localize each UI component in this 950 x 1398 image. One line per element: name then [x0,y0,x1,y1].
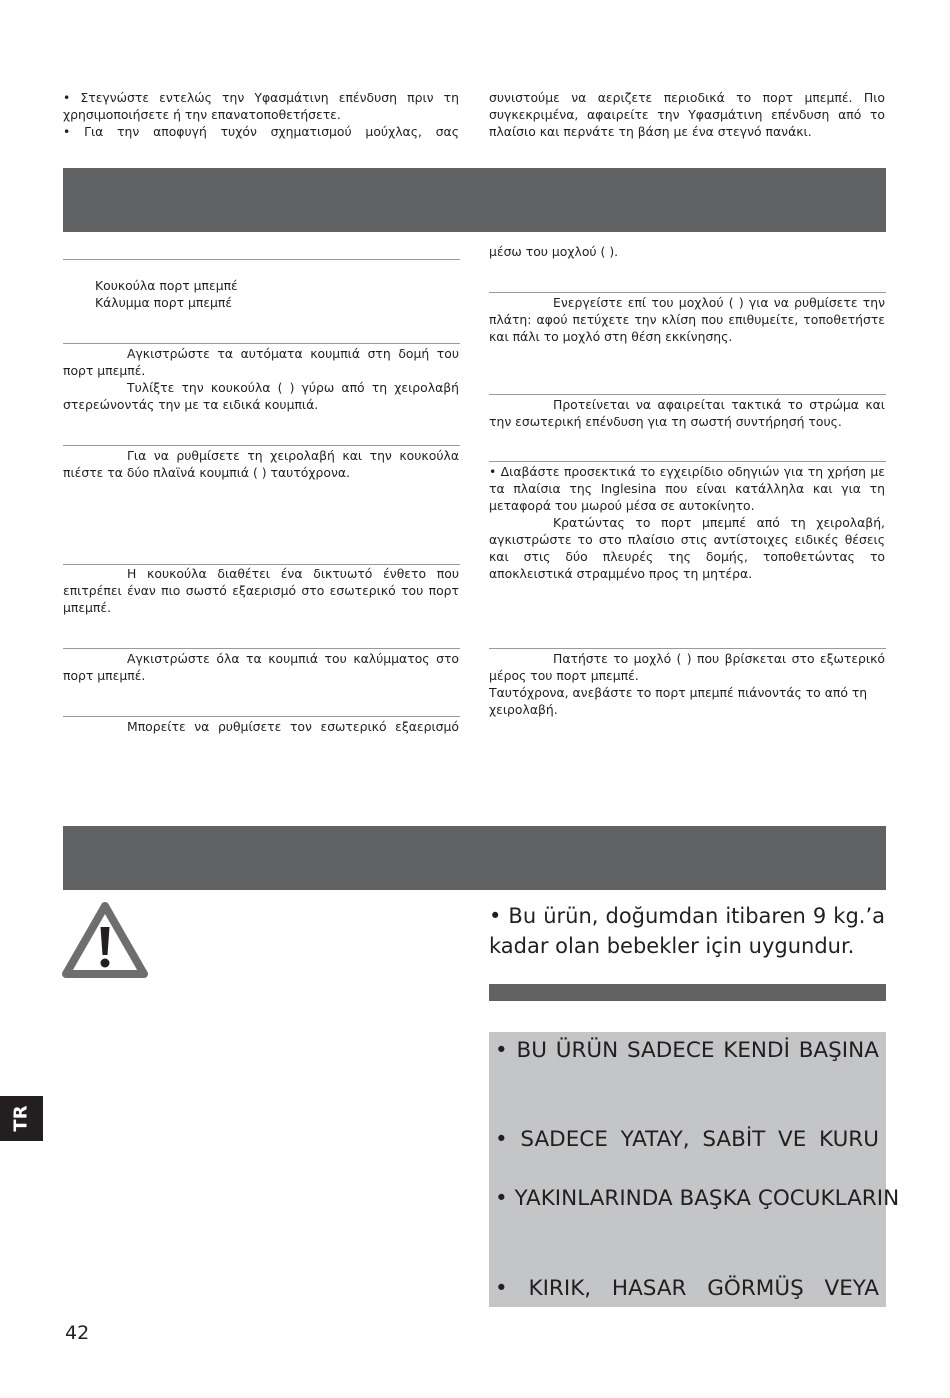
divider [63,648,460,649]
divider [489,461,886,462]
release-lever-text: Πατήστε το μοχλό ( ) που βρίσκεται στο εξωτερικό μέρος του πορτ μπεμπέ. [489,651,885,683]
chassis-attach-text: Κρατώντας το πορτ μπεμπέ από τη χειρολαβή, αγκιστρώστε το στο πλαίσιο στις αντίστοιχες ειδικές θέσεις και στις δύο πλευρές της δομής, τοποθετώντας το αποκλειστικά στραμμένο προς τη μητέρα. [489,515,885,581]
release-lift-text: Ταυτόχρονα, ανεβάστε το πορτ μπεμπέ πιάνοντάς το από τη χειρολαβή. [489,685,868,717]
warning-caps-line-3: • YAKINLARINDA BAŞKA ÇOCUKLARIN [495,1186,900,1211]
part-label-cover: Κάλυμμα πορτ μπεμπέ [95,295,233,310]
maintenance-text: Προτείνεται να αφαιρείται τακτικά το στρώμα και την εσωτερική επένδυση για τη σωστή συντήρησή τους. [489,397,885,429]
hood-attach-step-2: Τυλίξτε την κουκούλα ( ) γύρω από τη χειρολαβή στερεώνοντάς την με τα ειδικά κουμπιά. [63,380,459,412]
suitability-text: • Bu ürün, doğumdan itibaren 9 kg.’a kadar olan bebekler için uygundur. [489,904,885,958]
page-number: 42 [65,1322,90,1344]
warning-box [489,1032,900,1307]
hood-attach-step-1: Αγκιστρώστε τα αυτόματα κουμπιά στη δομή του πορτ μπεμπέ. [63,346,459,378]
top-right-text: συνιστούμε να αεριζετε περιοδικά το πορτ μπεμπέ. Πιο συγκεκριμένα, αφαιρείτε την Υφασμάτινη επένδυση από το πλαίσιο και περνάτε τη βάση με ένα στεγνό πανάκι. [489,90,885,139]
divider [63,343,460,344]
divider [489,292,886,293]
backrest-adjust-text: Ενεργείστε επί του μοχλού ( ) για να ρυθμίσετε την πλάτη: αφού πετύχετε την κλίση που επιθυμείτε, τοποθετήστε και πάλι το μοχλό στη θέση εκκίνησης. [489,295,885,344]
warning-caps-line-4: • KIRIK, HASAR GÖRMÜŞ VEYA [495,1276,879,1301]
part-label-hood: Κουκούλα πορτ μπεμπέ [95,278,238,293]
divider [63,716,460,717]
divider [489,648,886,649]
section-header-band [63,168,886,232]
top-left-bullet-1: • Στεγνώστε εντελώς την Υφασμάτινη επένδυση πριν τη χρησιμοποιήσετε ή την επανατοποθετήσετε. [63,90,459,122]
chassis-read-manual: • Διαβάστε προσεκτικά το εγχειρίδιο οδηγιών για τη χρήση με τα πλαίσια της Inglesina που είναι κατάλληλα και για τη μεταφορά του μωρού μέσα σε αυτοκίνητο. [489,464,885,513]
cover-attach-text: Αγκιστρώστε όλα τα κουμπιά του καλύμματος στο πορτ μπεμπέ. [63,651,459,683]
handle-adjust-text: Για να ρυθμίσετε τη χειρολαβή και την κουκούλα πιέστε τα δύο πλαϊνά κουμπιά ( ) ταυτόχρονα. [63,448,459,480]
top-left-bullet-2: • Για την αποφυγή τυχόν σχηματισμού μούχλας, σας [63,124,459,139]
ventilation-text: Μπορείτε να ρυθμίσετε τον εσωτερικό εξαερισμό [127,719,459,734]
warning-caps-line-2: • SADECE YATAY, SABİT VE KURU [495,1127,879,1152]
warning-sub-band [489,984,886,1001]
language-tab: TR [0,1096,43,1141]
divider [63,259,460,260]
warning-caps-line-1: • BU ÜRÜN SADECE KENDİ BAŞINA [495,1038,879,1063]
hood-mesh-text: Η κουκούλα διαθέτει ένα δικτυωτό ένθετο που επιτρέπει έναν πιο σωστό εξαερισμό στο εσωτερικό του πορτ μπεμπέ. [63,566,459,615]
divider [63,445,460,446]
ventilation-text-cont: μέσω του μοχλού ( ). [489,244,619,259]
divider [489,394,886,395]
warning-header-band [63,826,886,890]
warning-triangle-icon [61,900,149,980]
